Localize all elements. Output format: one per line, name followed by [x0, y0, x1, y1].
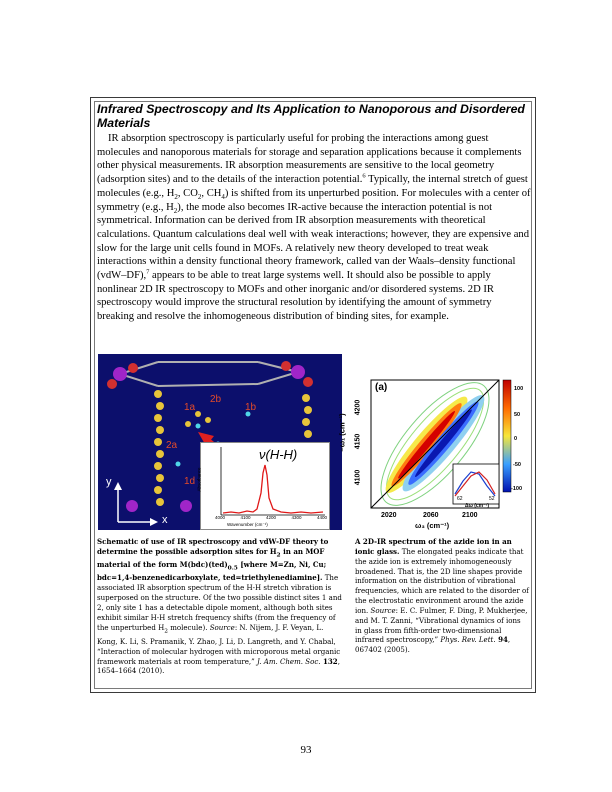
- colorbar-tick-neg50: -50: [513, 462, 521, 468]
- caption-left-source: Source: [209, 622, 235, 632]
- inset-peak-label: ν(H-H): [259, 447, 298, 462]
- x-tick-2020: 2020: [381, 512, 397, 519]
- colorbar-tick-0: 0: [514, 436, 518, 442]
- page-number: 93: [300, 744, 312, 756]
- sub-2a: 2: [174, 192, 178, 201]
- sub-4: 4: [221, 192, 225, 201]
- inset-xtick: 4400: [316, 515, 327, 520]
- body-text-3: , CO: [177, 187, 198, 199]
- inset-tick-62: 62: [457, 496, 463, 502]
- ref-7: 7: [146, 268, 150, 276]
- caption-right-journal: Phys. Rev. Lett.: [440, 635, 496, 645]
- box-body-paragraph: [97, 132, 531, 324]
- body-text-2: Typically, the internal stretch of guest molecules (e.g., H: [97, 174, 528, 199]
- caption-left-bold-sub: 2: [276, 551, 281, 559]
- inset-xtick: 4200: [265, 515, 276, 520]
- y-axis-label: −ω₁ (cm⁻¹): [337, 413, 347, 452]
- caption-left-bold-2: in an MOF material of the form M(bdc)(ted): [97, 546, 325, 570]
- caption-left-text-2: molecule).: [167, 622, 210, 632]
- inset-ylabel: Absorbance: [196, 467, 202, 492]
- axis-label-x: x: [162, 514, 168, 526]
- caption-right-volume: 94: [495, 635, 508, 645]
- caption-left-bold-3: [where M=Zn, Ni, Cu; bdc=1,4-benzenedicarboxylate, ted=triethylenediamine].: [97, 560, 327, 583]
- inset-xlabel: Wavenumber (cm⁻¹): [227, 522, 268, 527]
- inset-xlabel: Δω (cm⁻¹): [465, 503, 490, 509]
- caption-right-bold: A 2D-IR spectrum of the azide ion in an ionic glass.: [355, 537, 512, 556]
- y-tick-4150: 4150: [354, 433, 362, 450]
- x-axis-label: ω₃ (cm⁻¹): [415, 521, 450, 530]
- colorbar-tick-100: 100: [514, 386, 524, 392]
- caption-left-pages: , 1654–1664 (2010).: [97, 656, 340, 676]
- 2d-ir-spectrum-figure: [337, 376, 527, 531]
- inset-xtick: 4300: [291, 515, 302, 520]
- inset-tick-52: 52: [489, 496, 495, 502]
- axis-label-y: y: [106, 476, 112, 488]
- inset-xtick: 4000: [215, 515, 226, 520]
- caption-right-pages: , 067402 (2005).: [355, 635, 511, 655]
- caption-left-bold-1: Schematic of use of IR spectroscopy and vdW-DF theory to determine the possible adsorption sites for H: [97, 537, 329, 556]
- caption-left-sub: 2: [164, 627, 168, 634]
- 2d-ir-contour-plot: [345, 376, 527, 531]
- x-tick-2060: 2060: [423, 512, 439, 519]
- box-title: Infrared Spectroscopy and Its Application to Nanoporous and Disordered Materials: [97, 102, 525, 130]
- caption-left-text-3: : N. Nijem, J. F. Veyan, L. Kong, K. Li, S. Pramanik, Y. Zhao, J. Li, D. Langreth, and Y. Chabal, “Interaction of molecular hydrogen with microporous metal organic framework materials at room temperature,”: [97, 622, 341, 666]
- caption-right-source: Source: [370, 605, 396, 615]
- x-tick-2100: 2100: [462, 512, 478, 519]
- caption-right-text-1: The elongated peaks indicate that the azide ion is extremely inhomogeneously broadened. That is, the 2D line shapes provide information on the distribution of vibrational frequencies, which are related to the disorder of the electrostatic environment around the azide ion.: [355, 546, 529, 615]
- ref-6: 6: [362, 172, 366, 180]
- inset-xticks: [215, 515, 327, 520]
- hh-stretch-inset-spectrum: [196, 442, 330, 530]
- panel-label: (a): [375, 382, 388, 393]
- body-text-7: appears to be able to treat large systems well. It should also be possible to apply nonlinear 2D IR spectroscopy to MOFs and other inorganic and/or disordered systems. 2D IR spectroscopy would improve the structural resolution by identifying the amount of symmetry breaking and resolve the inhomogeneous distribution of binding sites, for example.: [97, 270, 495, 323]
- caption-left-text-1: The associated IR absorption spectrum of the H-H stretch vibration is superposed on the structure. Of the two possible distinct sites 1 and 2, only site 1 has a detectable dipole moment, although both sites exhibit similar H-H stretch frequency shifts (from the frequency of the unperturbed H: [97, 573, 342, 632]
- site-label-2b: 2b: [210, 394, 222, 405]
- site-label-2a: 2a: [166, 440, 178, 451]
- body-text-4: , CH: [201, 187, 222, 199]
- y-tick-4100: 4100: [354, 469, 362, 486]
- caption-left-volume: 132: [320, 656, 338, 666]
- colorbar-tick-50: 50: [514, 412, 521, 418]
- y-tick-4200: 4200: [354, 399, 362, 416]
- sub-2c: 2: [173, 206, 178, 215]
- body-text-5: ) is shifted from its unperturbed position. For molecules with a center of symmetry (e.g., H: [97, 187, 531, 213]
- left-figure-caption: [97, 537, 343, 676]
- body-text-1: IR absorption spectroscopy is particularly useful for probing the interactions among guest molecules and nanoporous materials for storage and separation applications because it complements other physical measurements. IR absorption measurements are sensitive to the local geometry (adsorption sites) and to the details of the interaction potential.: [97, 133, 522, 186]
- caption-left-journal: J. Am. Chem. Soc.: [256, 656, 321, 666]
- site-label-1d: 1d: [184, 476, 196, 487]
- caption-right-text-2: : E. C. Fulmer, F. Ding, P. Mukherjee, and M. T. Zanni, “Vibrational dynamics of ions in glass from fifth-order two-dimensional infrared spectroscopy,”: [355, 605, 528, 645]
- right-figure-caption: [355, 537, 529, 655]
- inset-xtick: 4100: [240, 515, 251, 520]
- colorbar-tick-neg100: -100: [511, 486, 523, 492]
- body-text-6: ), the mode also becomes IR-active because the interaction potential is not symmetrical. Information can be derived from IR absorption measurements with theoretical calculations. Quantum calculations deal well with weak interactions; however, they are expensive and slow for the large unit cells found in MOFs. A relatively new theory developed to treat weak interactions within a density functional theory framework, called van der Waals–density functional (vdW–DF),: [97, 201, 530, 282]
- caption-left-bold-sub2: 0.5: [227, 564, 238, 572]
- sub-2b: 2: [197, 192, 202, 201]
- site-label-1a: 1a: [184, 402, 196, 413]
- site-label-1b: 1b: [245, 402, 257, 413]
